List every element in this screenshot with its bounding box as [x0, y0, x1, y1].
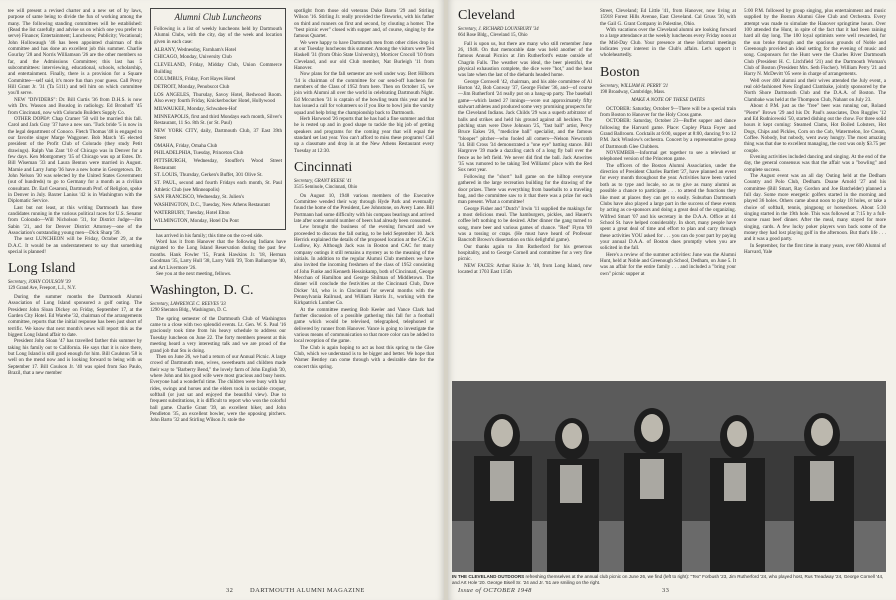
secretary-address: 3515 Seminole, Cincinnati, Ohio [294, 184, 358, 190]
paragraph: About 4 P.M. just as the "free" beer was running out, Roland "Pierre" Brown '29 and his Dr. Paul's associates, Don Ruggles '12 and Ed Rudnicewski '50, started dishing out the chow. For three solid hours it kept coming: Steamed Clams, Hot Boiled Lobsters, Hot Dogs, Chips and Pickles, Corn on the Cob, Watermelon, Ice Cream, Coffee. Nobody, but nobody, went away hungry. The most amazing thing was that due to excellent managing, the cost was only $3.75 per couple. [744, 103, 886, 154]
paragraph: At the committee meeting Bob Keeler and Vance Clark had further discussion of a possible gathering this fall for a football game which would be televised, telegraphed, telephoned or delivered by runner from Hanover. Vance is going to investigate the various means of communication so that more color can be added to local reception of the game. [294, 306, 434, 345]
secretary-byline [600, 84, 736, 96]
paragraph: The next LUNCHEON will be Friday, October 29, at the D.A.C. It would be an understatement to say that something special is planned! [8, 236, 142, 256]
paragraph: See you at the next meeting, fellows. [156, 270, 232, 277]
paragraph: Well over 400 alumni and their wives attended the July event, a real old-fashioned New England Clambake, jointly sponsored by the North Shore Dartmouth Club and the D.A.A. of Boston. The Clambake was held at the Thompson Club, Nahant on July 23. [744, 77, 886, 103]
paragraph: Now plans for the fall semester are well under way. Bert Hilborn '34 is chairman of the committee for our send-off luncheon for members of the Class of 1952 from here. Then on October 15, we join with Alumni all over the world in celebrating Dartmouth Night. Ed Mccutchen '31 is captain of the bowling team this year and he has issued a call for volunteers so if you like to bowl join the varsity squad and help bring the championship back to Dartmouth. [294, 71, 434, 116]
luncheon-item: WATERBURY, Tuesday, Hotel Elton [154, 210, 230, 217]
paragraph: George Fisher and "Dutch" Irwin '11 supplied the makings for a most delicious meal. The hamburgers, pickles, and Hauert's coffee left nothing to be desired. After dinner the gang turned to song, more beer and various games of chance. "Red" Flynn '09 was a tossing or craps. (He must have heard of Professor Bancroft Brown's dissertation on this delightful game). [458, 205, 592, 244]
secretary-name: Secretary, J. RICHARD LOUNSBURY '34 [458, 27, 539, 32]
section-heading-long-island: Long Island [8, 261, 76, 277]
secretary-byline [150, 302, 286, 314]
luncheon-item: ST. LOUIS, Thursday, Gerken's Buffet, 301 Olive St. [154, 172, 263, 179]
left-page [0, 0, 444, 600]
continued-text: Street, Cleveland; Ed Little '41, from Hanover, now living at 15918 Forest Hills Avenue, East Cleveland. Cal Gruss '30, with the Gail G. Grant Company in Palestine, Ohio. [600, 8, 736, 27]
paragraph: In September, for the first time in many years, over 600 Alumni of Harvard, Yale [744, 242, 886, 256]
paragraph: NEW "DIVIDERS": Dr. Bill Curtis '36 from D.H.S. is now with Drs. Wasson and Bouslog in radiology. Ed Bronhoff '45 from Cincinnati, now with Colorado Builders Supply Co. [8, 96, 142, 116]
paragraph: We were happy to have Dartmouth men from other cities drop in at our Tuesday luncheons this summer. Among the visitors were Ted Haskell '31 (from Ohio State University), Morticer Crocoll '10 from Cleveland, and our old Club member, Nat Burleigh '11 from Hanover. [294, 39, 434, 72]
luncheon-item: PITTSBURGH, Wednesday, Stouffer's Wood Street Restaurant [154, 158, 282, 171]
secretary-byline [8, 280, 142, 292]
luncheon-item: MILWAUKEE, Monday, Schwaben-Hof [154, 106, 237, 113]
paragraph: Lew brought the business of the evening forward and we proceeded to discuss the fall outing, to be held September 10. Jack Herrick explained the details of the proposed location at the CAC in Ludlow, Ky. Although Jack was in Boston and CAC for many company outings it still remains a mystery as to the meaning of the initials. In addition to the regular Alumni Club members we have also invited the incoming freshmen of the class of 1952 consisting of John Funke and Kenneth Hessinkamp, both of Cincinnati, George Mecchan of Hamilton and George Shilman of Middletown. The dinner will conclude the festivities at the Cincinnati Club, Dave Dicker '44, who is in Cincinnati for several months with the Pennsylvania Railroad, and William Harris Jr., working with the Kirkpatrick Lumber Co. [294, 224, 434, 307]
paragraph: has arrived in his family; this time on the co-ed side. [156, 232, 264, 239]
continued-text: tee will present a revised charter and a new set of by laws, purpose of same being to divide the fun of working among the many. The following standing committees will be established: (Read the list carefully and advise us on which one you prefer to serve) Finance; Entertainment; Luncheons; Publicity; Vocational; John Hollowaugh '46 has been appointed chairman of this committee and has done an excellent job this summer. Charlie Gourlay '28 and Norris Williamson '26 are the other members so far, and the Admissions Committee; this last has 5 subcommittees: interviewing, educational, schools, scholarship, and entertainment. Finally, there is a provision for a Square Committee—self said, it's more fun than your guess. Call Prexy Hill Grant Jr. '31 (Ta 5111) and tell him on which committee you'll serve. [8, 8, 142, 97]
page-number-right: 33 [662, 587, 670, 594]
paragraph: Word has it from Hanover that the following Indians have migrated to the Long Island Reservation during the past few months. Hank Fowler '15, Frank Hawkins Jr. '18, Herman Goodman '35, Larry Hull '38, Larry Valli '39, Tom Ballantyne '40, and Art Livermore '26. [150, 239, 286, 271]
continued-text: spotlight from those old veterans Duke Barto '29 and Stirling Wilson '16. Stirling Jr. really provided the fireworks, with his father on third and runners on first and second, by clouting a homer. The "best picnic ever" closed with supper and, of course, singing by the famous Quartet. [294, 8, 434, 40]
section-heading-cleveland: Cleveland [458, 8, 515, 23]
paragraph: Here's a review of the summer activities: June was the Alumni Hunt, held at Noble and Greenough School, Dedham, on June 5. It was an affair for the entire family . . . and included a "bring your own" picnic supper at [600, 251, 736, 277]
secretary-name: Secretary, WILLIAM H. PERRY '21 [600, 83, 669, 89]
paragraph: NEW FACES: Arthur Knise Jr. '48, from Long Island, now located at 1703 East 115th [458, 262, 592, 275]
luncheon-item: ALBANY, Wednesday, Farnham's Hotel [154, 46, 237, 53]
luncheon-item: LOS ANGELES, Thursday, Savoy Hotel, Redwood Room. Also every fourth Friday, Knickerbocker Hotel, Hollywood [154, 92, 282, 105]
secretary-name: Secretary, JOHN COULSON '39 [8, 280, 71, 286]
issue-date-footer: Issue of OCTOBER 1948 [458, 587, 532, 594]
paragraph: The officers of the Boston Alumni Association, under the direction of President Charles Bartlett '27, have planned an event for every month throughout the year. Activities have been varied both as to type and locale, so as to give as many alumni as possible a chance to participate . . . to attend the functions they like most at places they can get to easily. Suburban Dartmouth Clubs have also played a large part in the success of these events by acting as co-sponsors and doing a great deal of the organizing. Wilfred Smart '07 and his secretary in the D.A.A. Office at 44 School St. have helped considerably. In short, many people have spent a great deal of time and effort to plan and carry through these activities YOU asked for . . . you can do your part by paying your annual D.A.A. of Boston dues promptly when you are solicited in the fall. [600, 162, 736, 252]
section-heading-washington: Washington, D. C. [150, 283, 254, 299]
paragraph: President John Sloan '47 has travelled farther this summer by taking his family out to California. He says that it is nice there, but Long Island is still good enough for him. Bill Coulston '58 is well on the mend now and is looking forward to being with us September 17. Bill Coulson Jr. '40 was spied from Sao Paulo, Brazil, that a new member [8, 338, 142, 377]
paragraph: The spring semester of the Dartmouth Club of Washington came to a close with two splendid events. Lt. Gen. W. S. Paul '16 graciously took time from his heavy schedule to address our Tuesday luncheon on June 22. The forty members present at this meeting heard a very interesting talk and we are proud of the grand job that Stu is doing. [150, 315, 286, 354]
luncheons-box [150, 8, 286, 230]
luncheon-item: CLEVELAND, Friday, Midday Club, Union Commerce Building [154, 62, 282, 75]
paragraph: On August 10, 1948 various members of the Executive Committee wended their way through Hyde Park and eventually found the home of the President, Lee Johnstone, on Avery Lane. Bill Portmann had some difficulty with his compass bearings and arrived late after some untold number of beers had already been consumed. [294, 192, 434, 224]
paragraph: OTHER DOPE#: Chap Cramer '50 will be married this fall. Carol and Jack Gray '37 have a new son. 'Tuck bride '5 is now in the legal department of Conoco. Fletch Thomas '48 is engaged to our favorite singer Marge Waggoner. Bob March '45 elected president of the Profit Club of Colorado (they study Petit drawings). Ralph Van Zant '10 of Chicago was in Denver for a few days. Ken Montgomery '35 of Chicago was up at Estes. Dr. Bill Wiseman '33 and Laura Benton were married in August. Marnie and Larry Jump '36 have a new home in Georgetown. Dr. John Nelson '30 was selected by the United States Government (out of hundreds) to go to Germany for a month as a civilian consultant. Dr. Earl Cesaroni, Dartmouth Prof. of Religion, spoke in Denver in July. Baxter Lanius '42 is in Washington with the Diplomatic Service. [8, 115, 142, 205]
luncheon-item: CHICAGO, Monday, University Club [154, 54, 232, 61]
right-column-3 [744, 8, 886, 255]
luncheon-item: OMAHA, Friday, Omaha Club [154, 142, 218, 149]
paragraph: Our thanks again to Jim Rutherford for his generous hospitality, and to George Cornell and committee for a very fine picnic. [458, 243, 592, 263]
secretary-address: 198 Broadway, Cambridge, Mass. [600, 89, 666, 95]
paragraph: George Cornwell '42, chairman, and his able committee of Al Horton '42, Bob Conway '37, George Fisher '36, and—of course—Jim Rutherford '24 really put on a bang-up party. The baseball game—which lasted 27 innings—wore out approximately fifty stalwart athletes and produced some very promising prospects for the Cleveland Indians. Jack Childs '29 was a superb arbitrator of balls and strikes and held his ground against all hecklers. The pitching stars were Dave Johnson '25, "fast ball" artist, Percy Bruce Eakes '26, "medicine ball" specialist, and the famous "blooper" pitcher—who fooled all comers—Nelson Newcomb '34. Bill Cross '34 demonstrated a "one eye" batting stance. Bill Hargrove '39 made a dazzling catch of a long fly ball over the fence as he left field. We never did find the ball. Jack Anwrites '35 was rumored to be taking Ted Williams' place with the Red Sox next year. [458, 78, 592, 174]
paragraph: The Club is again hoping to act as host this spring to the Glee Club, which we understand is to be bigger and better. We hope that Warner Bentley can come through with a desirable date for the concert this spring. [294, 344, 434, 370]
left-column-1 [8, 8, 142, 376]
paragraph: Herb Harwood '26 reports that he has had a fine summer and that he is rested up and in good shape to tackle the big job of getting speakers and programs for the coming year that will equal the standard set last year. You can't afford to miss these programs! Call up a classmate and drop in at the New Athens Restaurant every Tuesday at 12:30. [294, 115, 434, 154]
luncheon-item: COLUMBUS, Friday, Fort Hayes Hotel [154, 76, 236, 83]
paragraph: Fall is upon us, but there are many who still remember June 26, 1948. On that memorable date was held another of the famous Annual Picnics at Jim Rutherford's estate outside of Chagrin Falls. The weather was ideal, the beer plentiful, the physical exhaustion complete, the dice were "hot," and the heat was late when the last of the diehards headed home. [458, 40, 592, 79]
page-number-left: 32 [226, 587, 234, 594]
secretary-address: 129 Grand Ave, Freeport, L.I., N.Y. [8, 286, 77, 292]
paragraph: During the summer months the Dartmouth Alumni Association of Long Island sponsored a golf outing. The President John Sloan Dickey on Friday, September 17, at the Garden City Hotel. Ed Warehe '32, chairman of the arrangements committee, reports that the initial response has been just short of terrific. We know that next month's news will report this as the biggest Long Island affair to date. [8, 294, 142, 339]
luncheon-item: SAN FRANCISCO, Wednesday, St. Julien's [154, 194, 244, 201]
luncheon-item: NEW YORK CITY, daily, Dartmouth Club, 37 East 39th Street [154, 128, 282, 141]
luncheons-list [154, 47, 282, 225]
paragraph: OCTOBER: Saturday, October 9—There will be a special train from Boston to Hanover for the Holy Cross game. [600, 105, 736, 119]
paragraph: Last but not least, at this writing Dartmouth has three candidates running in the various political races for U.S. Senator from Colorado—Will Nicholson '31, for District Judge—Jim Sabin '21, and for Denver District Attorney—one of the Association's outstanding young men—Dick Sharp '39. [8, 204, 142, 237]
caption-lead: IN THE CLEVELAND OUTDOORS [452, 574, 525, 579]
secretary-address: 1290 Sheraton Bldg., Washington, D. C. [150, 307, 228, 313]
secretary-name: Secretary, GRANT REESE '41 [294, 178, 352, 184]
luncheon-item: MINNEAPOLIS, first and third Mondays each month, Silver's Restaurant, 11 So. 8th St. (or St. Paul) [154, 114, 282, 127]
paragraph: Evening activities included dancing and singing. At the end of the day, the general consensus was that the affair was a "bowling" and complete success. [744, 153, 886, 173]
section-heading-cincinnati: Cincinnati [294, 159, 353, 175]
right-column-1 [458, 8, 592, 275]
cleveland-picnic-photo [452, 381, 886, 572]
paragraph: Then on June 26, we had a return of our Annual Picnic. A large crowd of Dartmouth men, wives, sweethearts and children made their way to "Barberry Bend," the lovely farm of John English '30, where John and his good wife were most gracious and busy hosts. Everyone had a wonderful time. The children were busy with hay rides, swings and horses and the elders took in sociable croquet, softball (or just sat and enjoyed the beautiful view). Due to frequent substitutions, it is difficult to report who won the colorful ball game. Charlie Grant '39, an excellent hiker, and John Pendleton '35, an excellent bowler, were the opposing pitchers. John Barto '32 and Stirling Wilson Jr. stole the [150, 353, 286, 424]
luncheons-box-title: Alumni Club Luncheons [174, 12, 262, 22]
left-column-2 [150, 8, 286, 424]
paragraph: OCTOBER: Saturday, October 23—Buffet supper and dance following the Harvard game. Place: Copley Plaza Foyer and Grand Ballroom. Cocktails at 6:00, supper at 8:00, dancing 9 to 12 P.M. Jack Winslow's orchestra. Concert by a representative group of Dartmouth Glee Clubbers. [600, 118, 736, 150]
caption-text: refreshing themselves at the annual club picnic on June 26, we find (left to right): "Tex" Forbush '23, Jim Rutherford '24, who played host, Rus Treadway '24, George Cornell '44, and Art Hole '20. George Bisell Sr. '24 and Jr. '51 are smiling on the right. [452, 574, 884, 585]
luncheons-intro: Following is a list of weekly luncheons held by Dartmouth Alumni Clubs, with the city, day of the week and location given in each case: [154, 26, 282, 45]
section-heading-boston: Boston [600, 64, 640, 80]
right-column-2 [600, 8, 736, 277]
secretary-byline [294, 179, 434, 191]
paragraph: With vacations over the Cleveland alumni are looking forward to a large attendance at the weekly luncheons every Friday noon at the Mid-Day Club. Your presence at these informal meetings indicates your interest in the Club's affairs. Let's support it wholeheartedly. [600, 27, 736, 59]
luncheon-item: WASHINGTON, D.C., Tuesday, New Athens Restaurant [154, 202, 270, 209]
luncheon-item: ST. PAUL, second and fourth Fridays each month, St. Paul Athletic Club (see Minneapolis) [154, 180, 282, 193]
luncheon-item: WILMINGTON, Monday, Hotel Du Pont [154, 217, 239, 224]
left-column-3 [294, 8, 434, 370]
paragraph: The August event was an all day Outing held at the Dedham Country and Polo Club, Dedham. Doane Arnold '27 and his committee (Bill Smart, Ray Gordon and Joe Batchelder) planned a full day. Some more energetic golfers started in the morning and played 36 holes. Others came about noon to play 18 holes, or take a choice of softball, tennis, pingpong or horseshoes. About 5:30 singing started in the 19th hole. This was followed at 7:15 by a full-course roast beef dinner. After the meal, many stayed for more singing, cards. A few lucky poker players won back some of the money they had lost playing golf in the afternoon. But that's life . . . and it was a good party. [744, 172, 886, 243]
luncheon-item: PHILADELPHIA, Tuesday, Princeton Club [154, 150, 244, 157]
photo-caption [452, 574, 886, 585]
paragraph: NOVEMBER—Informal get together to see a televised or telephoned version of the Princeton game. [600, 150, 736, 163]
luncheon-item: DETROIT, Monday, Penobscot Club [154, 84, 230, 91]
secretary-address: 664 Rose Bldg., Cleveland 15, Ohio [458, 32, 528, 38]
magazine-title-footer: DARTMOUTH ALUMNI MAGAZINE [250, 587, 365, 594]
secretary-name: Secretary, LAWRENCE C. REEVES '33 [150, 302, 226, 308]
secretary-byline [458, 27, 592, 39]
subheading-dates: MAKE A NOTE OF THESE DATES [631, 97, 705, 104]
continued-text: 5:00 P.M. followed by group singing, plus entertainment and music supplied by the Boston Alumni Glee Club and Orchestra. Every attempt was made to simulate the Hanover springtime hours. Over 100 attended the Hunt, in spite of the fact that it had been raining hard all day long. The 100 loyal optimists were well rewarded, for the sun broke through and the spacious grounds of Noble and Greenough provided an ideal setting for the evening of music and song. Cosponsors for the Hunt were the Charles River Dartmouth Club (President H. C. Litchfield '21) and the Dartmouth Woman's Club of Boston (President Mrs. Seth Fischer). William Perry '21 and Harry N. McDevitt '05 were in charge of arrangements. [744, 8, 886, 78]
paragraph: Following the "short" ball game on the hilltop everyone gathered in the large recreation building for the drawing of the door prizes. There was everything from baseballs to a traveling bag, and the committee saw to it that there was a prize for each man present. What a committee! [458, 173, 592, 206]
